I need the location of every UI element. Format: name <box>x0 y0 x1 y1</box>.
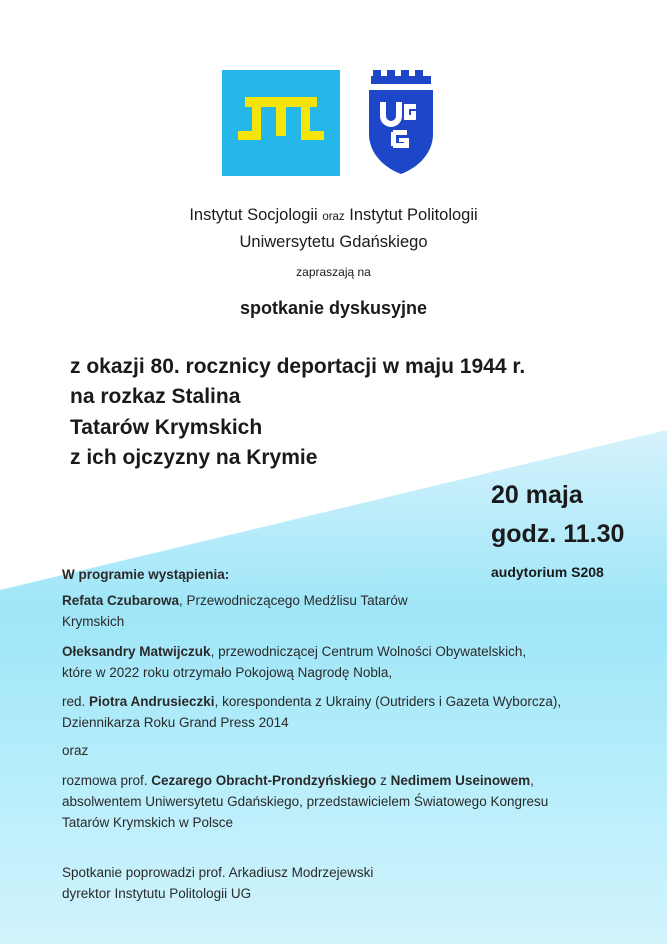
event-date: 20 maja <box>491 481 583 509</box>
organizers-line-1 <box>0 203 667 229</box>
speaker-3-desc: , korespondenta z Ukrainy (Outriders i Gazeta Wyborcza), <box>214 694 562 709</box>
speaker-2-line-b: które w 2022 roku otrzymało Pokojową Nagrodę Nobla, <box>62 665 393 680</box>
speaker-2-desc: , przewodniczącej Centrum Wolności Obywatelskich, <box>210 644 527 659</box>
speaker-3 <box>62 691 622 733</box>
organizers-line-2: Uniwersytetu Gdańskiego <box>239 233 428 251</box>
discussion-guest: Nedimem Useinowem <box>390 773 531 788</box>
institute-sociology: Instytut Socjologii <box>189 206 318 224</box>
discussion-line-a <box>62 770 622 791</box>
discussion-host: Cezarego Obracht-Prondzyńskiego <box>151 773 377 788</box>
speaker-3-prefix: red. <box>62 694 90 709</box>
occasion-line-4: z ich ojczyzny na Krymie <box>70 446 318 469</box>
speaker-1-desc: , Przewodniczącego Medżlisu Tatarów <box>179 593 408 608</box>
event-time <box>491 520 624 549</box>
discussion-line-b: absolwentem Uniwersytetu Gdańskiego, przedstawicielem Światowego Kongresu <box>62 794 549 809</box>
moderator-line-2: dyrektor Instytutu Politologii UG <box>62 886 252 901</box>
speaker-2-line-a <box>62 641 622 662</box>
discussion-tail: , <box>530 773 534 788</box>
speaker-2 <box>62 641 622 683</box>
speaker-1-line-b: Krymskich <box>62 614 125 629</box>
speaker-1-name: Refata Czubarowa <box>62 593 180 608</box>
conjunction-oraz: oraz <box>322 211 345 223</box>
occasion-line-3: Tatarów Krymskich <box>70 416 263 439</box>
invite-text: zapraszają na <box>296 265 371 279</box>
time-prefix: godz. <box>491 520 557 548</box>
event-type: spotkanie dyskusyjne <box>239 298 428 318</box>
occasion-line-1: z okazji 80. rocznicy deportacji w maju 1944 r. <box>70 355 526 378</box>
speaker-3-name: Piotra Andrusieczki <box>89 694 215 709</box>
crimean-tatar-logo <box>222 70 340 176</box>
time-value: 11.30 <box>563 520 625 548</box>
program-heading: W programie wystąpienia: <box>62 567 230 582</box>
speaker-3-line-b: Dziennikarza Roku Grand Press 2014 <box>62 715 289 730</box>
speaker-3-line-a <box>62 691 622 712</box>
discussion <box>62 770 622 833</box>
speaker-2-name: Ołeksandry Matwijczuk <box>62 644 211 659</box>
event-room: audytorium S208 <box>491 564 604 580</box>
discussion-mid: z <box>376 773 391 788</box>
institute-politology: Instytut Politologii <box>349 206 478 224</box>
crimean-tatar-tamga-icon <box>222 70 340 176</box>
occasion-line-2: na rozkaz Stalina <box>70 385 241 408</box>
discussion-prefix: rozmowa prof. <box>62 773 152 788</box>
moderator-line-1: Spotkanie poprowadzi prof. Arkadiusz Modrzejewski <box>62 865 374 880</box>
ug-logo <box>367 70 435 176</box>
speaker-1-line-a <box>62 590 622 611</box>
program-oraz: oraz <box>62 743 89 758</box>
moderator <box>62 862 622 904</box>
speaker-1 <box>62 590 622 632</box>
discussion-line-c: Tatarów Krymskich w Polsce <box>62 815 234 830</box>
ug-crest-icon <box>367 70 435 176</box>
